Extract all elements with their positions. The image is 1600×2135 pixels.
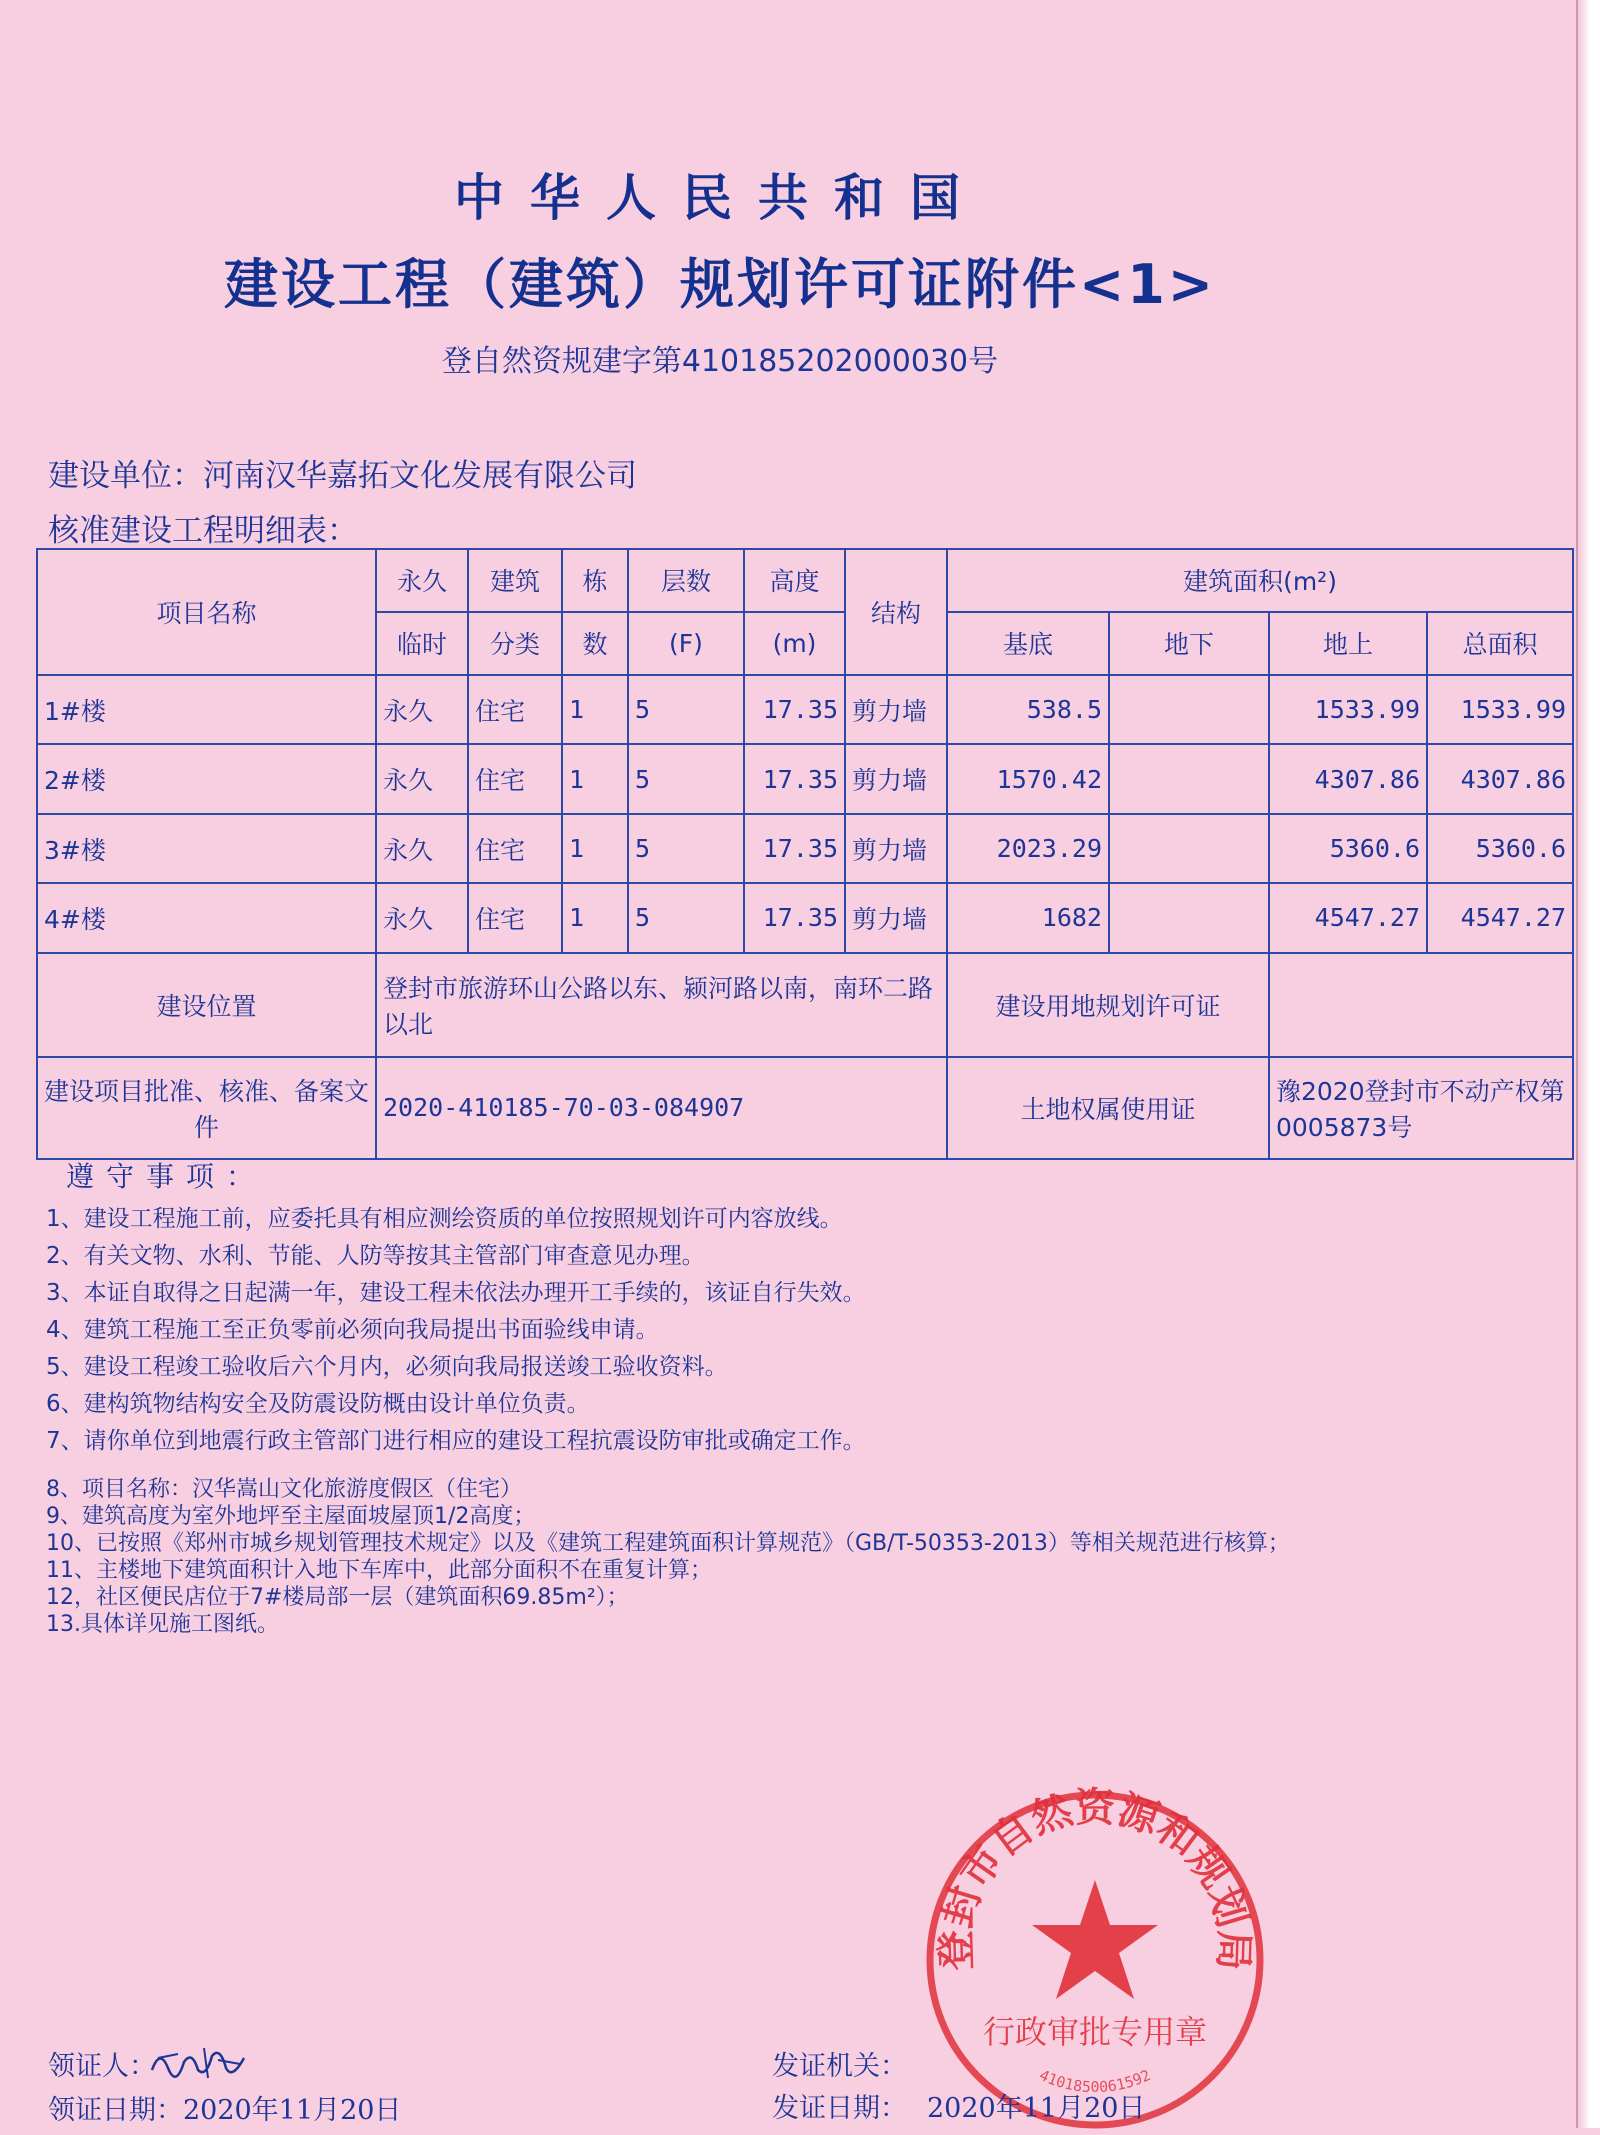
extra-item: 10、已按照《郑州市城乡规划管理技术规定》以及《建筑工程建筑面积计算规范》（GB/T-50353-2013）等相关规范进行核算； bbox=[46, 1531, 1290, 1556]
land-use-cert-value: 豫2020登封市不动产权第0005873号 bbox=[1269, 1057, 1573, 1159]
header-underground-area: 地下 bbox=[1109, 612, 1269, 675]
cell-category: 住宅 bbox=[468, 744, 562, 813]
rule-item: 2、有关文物、水利、节能、人防等按其主管部门审查意见办理。 bbox=[46, 1243, 705, 1269]
header-above-ground-area: 地上 bbox=[1269, 612, 1427, 675]
cell-name: 1#楼 bbox=[37, 675, 376, 744]
cell-buildings: 1 bbox=[562, 744, 628, 813]
receive-date bbox=[48, 2088, 401, 2127]
table-row bbox=[37, 744, 1573, 813]
cell-base-area: 1682 bbox=[947, 883, 1109, 952]
cell-buildings: 1 bbox=[562, 814, 628, 883]
rule-item: 7、请你单位到地震行政主管部门进行相应的建设工程抗震设防审批或确定工作。 bbox=[46, 1428, 866, 1454]
seal-org-text: 登封市自然资源和规划局 bbox=[933, 1785, 1257, 1971]
rule-item: 1、建设工程施工前，应委托具有相应测绘资质的单位按照规划许可内容放线。 bbox=[46, 1206, 843, 1232]
cell-permanence: 永久 bbox=[376, 883, 468, 952]
header-height-unit: (m) bbox=[744, 612, 845, 675]
document-title: 建设工程（建筑）规划许可证附件<1> bbox=[223, 253, 1217, 316]
seal-star-icon bbox=[1032, 1880, 1158, 1999]
extra-item: 11、主楼地下建筑面积计入地下车库中，此部分面积不在重复计算； bbox=[46, 1558, 712, 1583]
paper-edge bbox=[1578, 0, 1600, 2128]
rule-item: 3、本证自取得之日起满一年，建设工程未依法办理开工手续的，该证自行失效。 bbox=[46, 1280, 866, 1306]
table-caption: 核准建设工程明细表： bbox=[48, 513, 358, 549]
header-category-2: 分类 bbox=[468, 612, 562, 675]
permit-number: 登自然资规建字第410185202000030号 bbox=[441, 344, 999, 379]
cell-above-ground-area: 4307.86 bbox=[1269, 744, 1427, 813]
header-total-area: 总面积 bbox=[1427, 612, 1573, 675]
table-header-row-1 bbox=[37, 549, 1573, 612]
seal-code-text: 4101850061592 bbox=[1036, 2065, 1154, 2097]
construction-unit-name: 河南汉华嘉拓文化发展有限公司 bbox=[203, 458, 637, 494]
cell-category: 住宅 bbox=[468, 675, 562, 744]
cell-underground-area bbox=[1109, 675, 1269, 744]
cell-structure: 剪力墙 bbox=[845, 883, 947, 952]
table-row bbox=[37, 883, 1573, 952]
receiver-signature-icon bbox=[148, 2040, 248, 2085]
cell-buildings: 1 bbox=[562, 675, 628, 744]
table-row-location bbox=[37, 953, 1573, 1057]
cell-above-ground-area: 5360.6 bbox=[1269, 814, 1427, 883]
official-seal-icon bbox=[920, 1785, 1270, 2135]
receiver bbox=[48, 2044, 156, 2083]
rule-item: 6、建构筑物结构安全及防震设防概由设计单位负责。 bbox=[46, 1391, 590, 1417]
header-permanent: 永久 bbox=[376, 549, 468, 612]
cell-name: 4#楼 bbox=[37, 883, 376, 952]
land-planning-permit-value bbox=[1269, 953, 1573, 1057]
header-floor-area: 建筑面积(m²) bbox=[947, 549, 1573, 612]
cell-name: 3#楼 bbox=[37, 814, 376, 883]
cell-total-area: 4307.86 bbox=[1427, 744, 1573, 813]
header-base-area: 基底 bbox=[947, 612, 1109, 675]
rule-item: 5、建设工程竣工验收后六个月内，必须向我局报送竣工验收资料。 bbox=[46, 1354, 728, 1380]
cell-underground-area bbox=[1109, 883, 1269, 952]
header-temporary: 临时 bbox=[376, 612, 468, 675]
header-floors-unit: (F) bbox=[628, 612, 744, 675]
cell-height: 17.35 bbox=[744, 744, 845, 813]
construction-unit bbox=[48, 450, 637, 495]
issuing-authority bbox=[772, 2044, 907, 2083]
cell-total-area: 1533.99 bbox=[1427, 675, 1573, 744]
cell-base-area: 538.5 bbox=[947, 675, 1109, 744]
issuer-label: 发证机关： bbox=[772, 2051, 907, 2082]
cell-floors: 5 bbox=[628, 744, 744, 813]
cell-above-ground-area: 4547.27 bbox=[1269, 883, 1427, 952]
header-buildings-2: 数 bbox=[562, 612, 628, 675]
seal-purpose-text: 行政审批专用章 bbox=[982, 2013, 1208, 2051]
cell-permanence: 永久 bbox=[376, 744, 468, 813]
cell-height: 17.35 bbox=[744, 675, 845, 744]
approval-docs-label: 建设项目批准、核准、备案文件 bbox=[37, 1057, 376, 1159]
cell-structure: 剪力墙 bbox=[845, 744, 947, 813]
cell-base-area: 1570.42 bbox=[947, 744, 1109, 813]
cell-category: 住宅 bbox=[468, 883, 562, 952]
rules-heading: 遵守事项： bbox=[66, 1160, 267, 1193]
cell-name: 2#楼 bbox=[37, 744, 376, 813]
land-planning-permit-label: 建设用地规划许可证 bbox=[947, 953, 1269, 1057]
compliance-rules bbox=[46, 1155, 1556, 1655]
header-category: 建筑 bbox=[468, 549, 562, 612]
table-row-approval bbox=[37, 1057, 1573, 1159]
construction-unit-label: 建设单位： bbox=[48, 458, 203, 494]
extra-item: 8、项目名称：汉华嵩山文化旅游度假区（住宅） bbox=[46, 1477, 522, 1502]
receiver-label: 领证人： bbox=[48, 2051, 156, 2082]
extra-item: 12，社区便民店位于7#楼局部一层（建筑面积69.85m²）； bbox=[46, 1585, 629, 1610]
cell-height: 17.35 bbox=[744, 814, 845, 883]
cell-permanence: 永久 bbox=[376, 675, 468, 744]
table-row bbox=[37, 675, 1573, 744]
cell-height: 17.35 bbox=[744, 883, 845, 952]
table-row bbox=[37, 814, 1573, 883]
cell-total-area: 4547.27 bbox=[1427, 883, 1573, 952]
header-structure: 结构 bbox=[845, 549, 947, 675]
cell-structure: 剪力墙 bbox=[845, 675, 947, 744]
cell-above-ground-area: 1533.99 bbox=[1269, 675, 1427, 744]
cell-buildings: 1 bbox=[562, 883, 628, 952]
header-height: 高度 bbox=[744, 549, 845, 612]
cell-floors: 5 bbox=[628, 883, 744, 952]
receive-date-value: 2020年11月20日 bbox=[183, 2095, 402, 2126]
land-use-cert-label: 土地权属使用证 bbox=[947, 1057, 1269, 1159]
cell-underground-area bbox=[1109, 744, 1269, 813]
issue-date-label: 发证日期： bbox=[772, 2093, 907, 2124]
header-floors: 层数 bbox=[628, 549, 744, 612]
location-value: 登封市旅游环山公路以东、颍河路以南，南环二路以北 bbox=[376, 953, 947, 1057]
cell-underground-area bbox=[1109, 814, 1269, 883]
extra-item: 9、建筑高度为室外地坪至主屋面坡屋顶1/2高度； bbox=[46, 1504, 536, 1529]
location-label: 建设位置 bbox=[37, 953, 376, 1057]
issue-date bbox=[772, 2086, 1145, 2125]
header-buildings: 栋 bbox=[562, 549, 628, 612]
header-name: 项目名称 bbox=[37, 549, 376, 675]
cell-floors: 5 bbox=[628, 675, 744, 744]
rule-item: 4、建筑工程施工至正负零前必须向我局提出书面验线申请。 bbox=[46, 1317, 659, 1343]
extra-item: 13.具体详见施工图纸。 bbox=[46, 1612, 279, 1637]
cell-total-area: 5360.6 bbox=[1427, 814, 1573, 883]
approval-docs-value: 2020-410185-70-03-084907 bbox=[376, 1057, 947, 1159]
cell-floors: 5 bbox=[628, 814, 744, 883]
cell-permanence: 永久 bbox=[376, 814, 468, 883]
cell-structure: 剪力墙 bbox=[845, 814, 947, 883]
project-detail-table bbox=[36, 548, 1574, 1160]
country-title: 中华人民共和国 bbox=[454, 169, 986, 227]
receive-date-label: 领证日期： bbox=[48, 2095, 183, 2126]
cell-category: 住宅 bbox=[468, 814, 562, 883]
issue-date-value: 2020年11月20日 bbox=[927, 2093, 1146, 2124]
cell-base-area: 2023.29 bbox=[947, 814, 1109, 883]
